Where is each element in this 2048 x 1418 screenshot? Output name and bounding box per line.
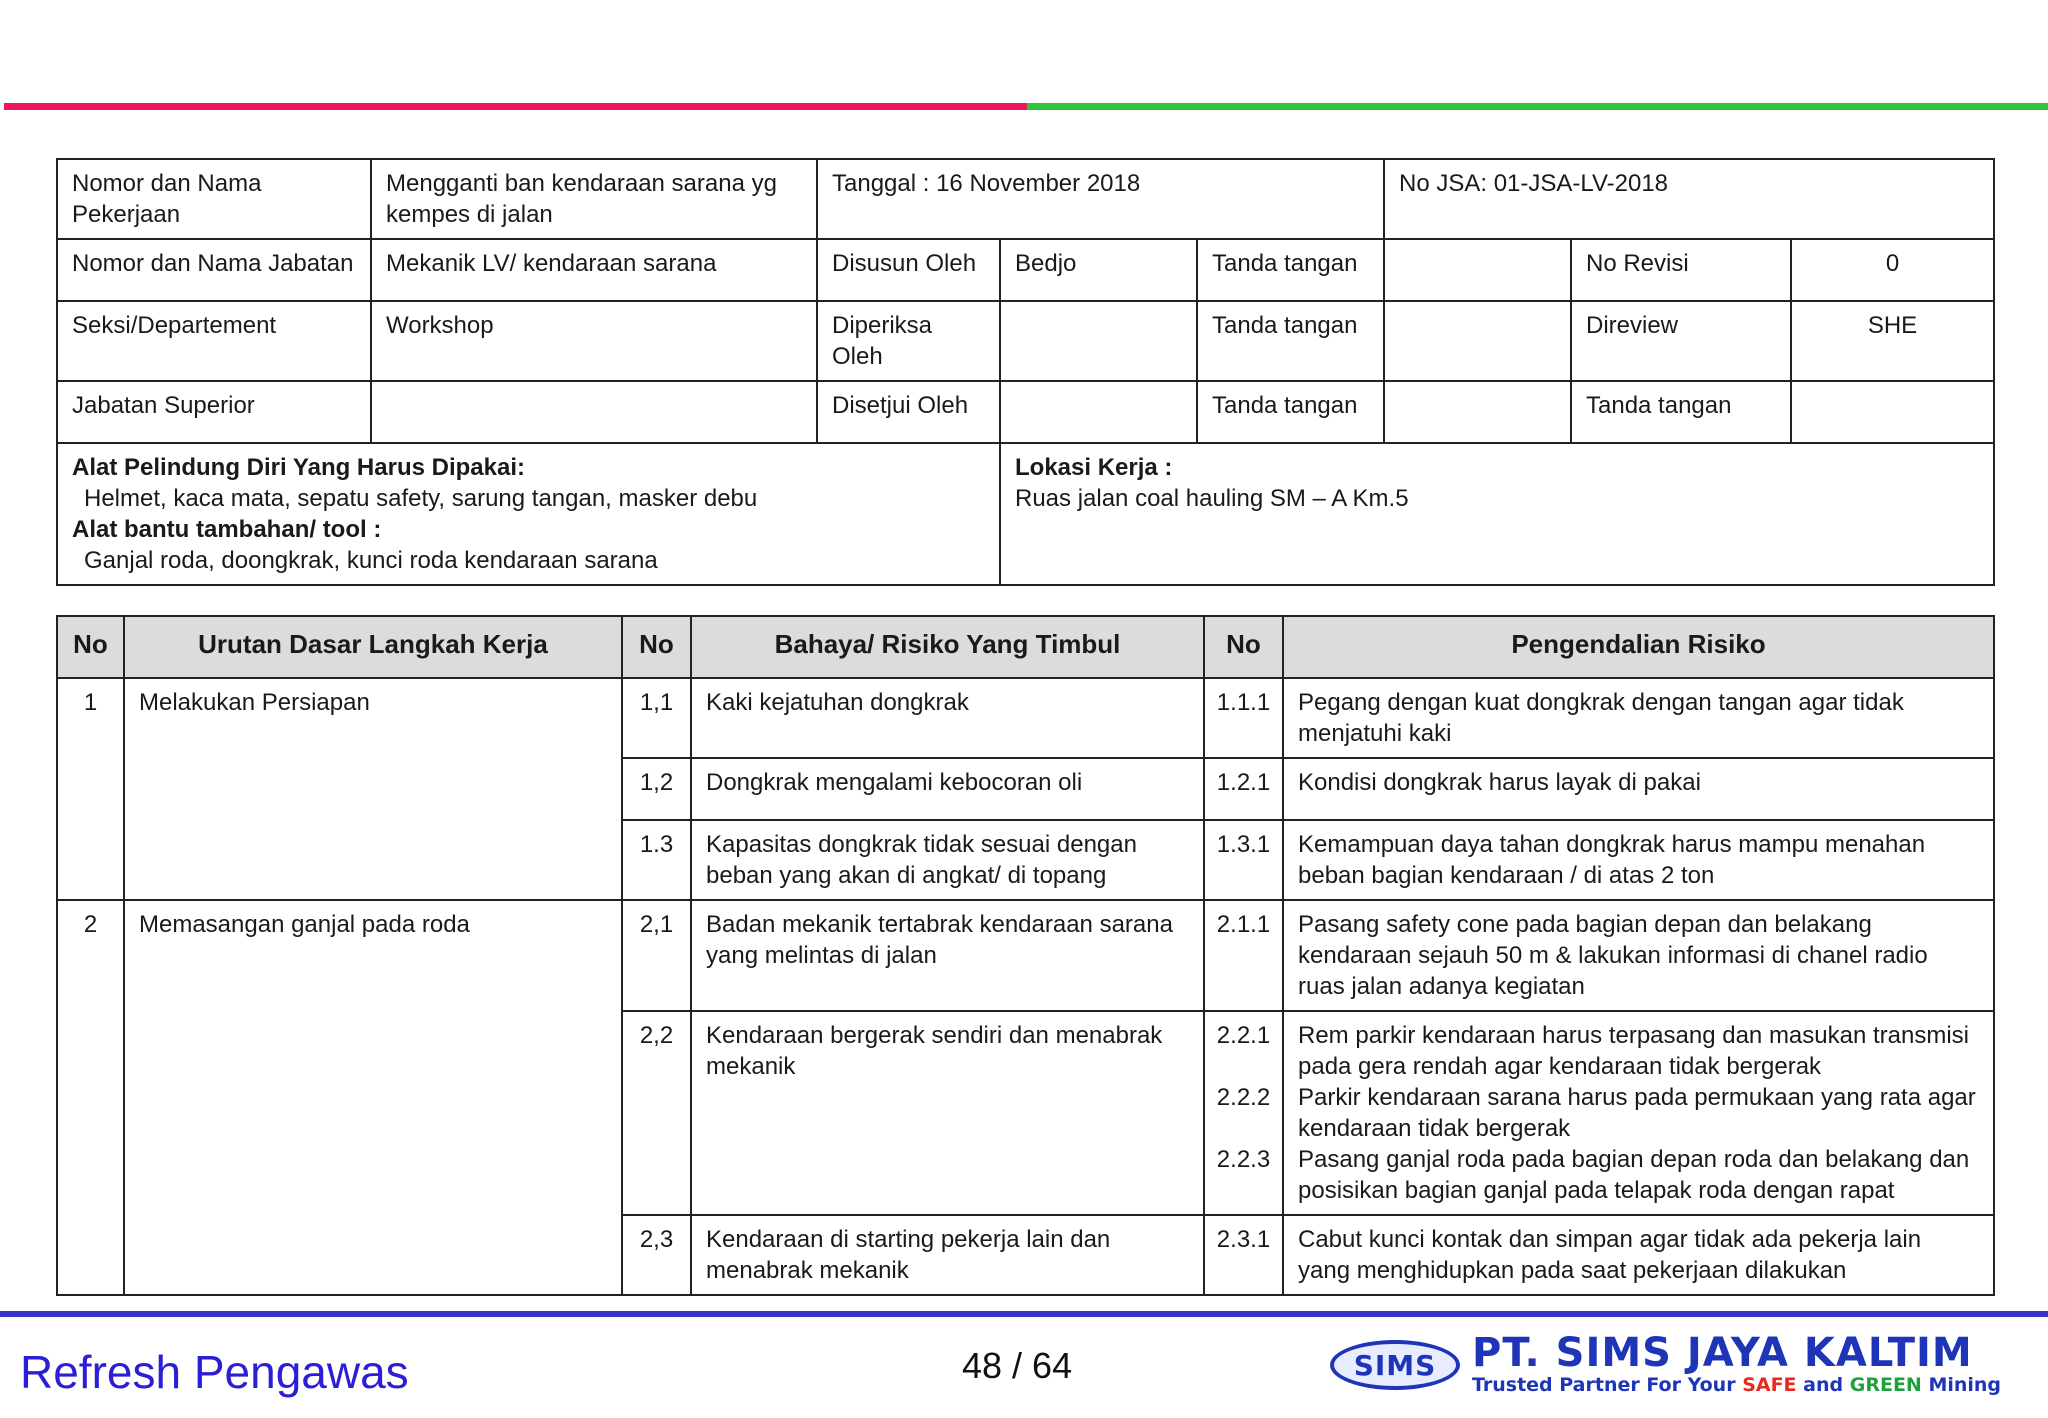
hazard-number: 1,1 <box>622 678 691 758</box>
location-value: Ruas jalan coal hauling SM – A Km.5 <box>1015 485 1409 512</box>
signature-label: Tanda tangan <box>1197 301 1384 381</box>
hazard-number: 1.3 <box>622 820 691 900</box>
step-number: 2 <box>57 900 124 1295</box>
section-label: Seksi/Departement <box>57 301 371 381</box>
checked-label: Diperiksa Oleh <box>817 301 1000 381</box>
steps-header-row <box>57 616 1994 678</box>
hazard-text: Dongkrak mengalami kebocoran oli <box>691 758 1204 820</box>
hazard-text: Kapasitas dongkrak tidak sesuai dengan beban yang akan di angkat/ di topang <box>691 820 1204 900</box>
table-row <box>57 900 1994 1011</box>
logo-tagline <box>1472 1374 2001 1396</box>
tagline-part: Mining <box>1921 1374 2002 1396</box>
logo-badge <box>1330 1340 1460 1390</box>
control-number: 1.1.1 <box>1204 678 1283 758</box>
info-row-job <box>57 159 1994 239</box>
header-step: Urutan Dasar Langkah Kerja <box>124 616 622 678</box>
info-row-position <box>57 239 1994 301</box>
bottom-accent-bar <box>0 1311 2048 1317</box>
tagline-part: Trusted Partner For Your <box>1472 1374 1743 1396</box>
header-hazard: Bahaya/ Risiko Yang Timbul <box>691 616 1204 678</box>
approved-label: Disetjui Oleh <box>817 381 1000 443</box>
control-text: Pasang ganjal roda pada bagian depan roda dan belakang dan posisikan bagian ganjal pada telapak roda dengan rapat <box>1298 1146 1970 1204</box>
reviewed-value: SHE <box>1791 301 1994 381</box>
company-logo <box>1330 1330 2020 1402</box>
signature-field <box>1384 239 1571 301</box>
page-number: 48 / 64 <box>962 1345 1073 1386</box>
ppe-cell <box>57 443 1000 585</box>
logo-company-name: PT. SIMS JAYA KALTIM <box>1472 1330 1973 1376</box>
control-number: 2.1.1 <box>1204 900 1283 1011</box>
signature-label: Tanda tangan <box>1197 381 1384 443</box>
control-text: Cabut kunci kontak dan simpan agar tidak ada pekerja lain yang menghidupkan pada saat pekerjaan dilakukan <box>1283 1215 1994 1295</box>
control-texts <box>1283 1011 1994 1215</box>
superior-value <box>371 381 817 443</box>
signature-field <box>1384 301 1571 381</box>
control-number: 1.3.1 <box>1204 820 1283 900</box>
location-label: Lokasi Kerja : <box>1015 454 1173 481</box>
location-cell <box>1000 443 1994 585</box>
jsa-steps-table <box>56 615 1995 1296</box>
hazard-text: Kendaraan di starting pekerja lain dan menabrak mekanik <box>691 1215 1204 1295</box>
hazard-text: Kendaraan bergerak sendiri dan menabrak mekanik <box>691 1011 1204 1215</box>
hazard-number: 1,2 <box>622 758 691 820</box>
signature-label: Tanda tangan <box>1571 381 1791 443</box>
control-number: 2.3.1 <box>1204 1215 1283 1295</box>
tagline-safe: SAFE <box>1742 1374 1797 1396</box>
top-accent-bar-red <box>4 103 1027 110</box>
hazard-text: Kaki kejatuhan dongkrak <box>691 678 1204 758</box>
hazard-number: 2,1 <box>622 900 691 1011</box>
control-number: 2.2.1 <box>1216 1022 1271 1049</box>
jsa-info-table <box>56 158 1995 586</box>
tagline-part: and <box>1796 1374 1850 1396</box>
step-number: 1 <box>57 678 124 900</box>
header-no: No <box>622 616 691 678</box>
date-field: Tanggal : 16 November 2018 <box>817 159 1384 239</box>
control-text: Kondisi dongkrak harus layak di pakai <box>1283 758 1994 820</box>
ppe-value: Helmet, kaca mata, sepatu safety, sarung tangan, masker debu <box>84 485 758 512</box>
control-number: 2.2.3 <box>1216 1146 1271 1173</box>
step-label: Memasangan ganjal pada roda <box>124 900 622 1295</box>
signature-field <box>1791 381 1994 443</box>
signature-label: Tanda tangan <box>1197 239 1384 301</box>
top-accent-bar-green <box>1027 103 2048 110</box>
checked-value <box>1000 301 1197 381</box>
position-label: Nomor dan Nama Jabatan <box>57 239 371 301</box>
control-text: Pasang safety cone pada bagian depan dan belakang kendaraan sejauh 50 m & lakukan informasi di chanel radio ruas jalan adanya kegiatan <box>1283 900 1994 1011</box>
control-text: Pegang dengan kuat dongkrak dengan tangan agar tidak menjatuhi kaki <box>1283 678 1994 758</box>
hazard-number: 2,3 <box>622 1215 691 1295</box>
info-row-superior <box>57 381 1994 443</box>
logo-badge-text: SIMS <box>1353 1348 1437 1382</box>
prepared-value: Bedjo <box>1000 239 1197 301</box>
tagline-green: GREEN <box>1849 1374 1922 1396</box>
control-number: 1.2.1 <box>1204 758 1283 820</box>
position-value: Mekanik LV/ kendaraan sarana <box>371 239 817 301</box>
control-text: Parkir kendaraan sarana harus pada permukaan yang rata agar kendaraan tidak bergerak <box>1298 1084 1976 1142</box>
header-no: No <box>1204 616 1283 678</box>
revision-value: 0 <box>1791 239 1994 301</box>
header-no: No <box>57 616 124 678</box>
section-value: Workshop <box>371 301 817 381</box>
table-row <box>57 678 1994 758</box>
hazard-text: Badan mekanik tertabrak kendaraan sarana yang melintas di jalan <box>691 900 1204 1011</box>
control-number: 2.2.2 <box>1216 1084 1271 1111</box>
superior-label: Jabatan Superior <box>57 381 371 443</box>
reviewed-label: Direview <box>1571 301 1791 381</box>
hazard-number: 2,2 <box>622 1011 691 1215</box>
step-label: Melakukan Persiapan <box>124 678 622 900</box>
info-row-ppe <box>57 443 1994 585</box>
control-text: Kemampuan daya tahan dongkrak harus mampu menahan beban bagian kendaraan / di atas 2 ton <box>1283 820 1994 900</box>
tool-value: Ganjal roda, doongkrak, kunci roda kendaraan sarana <box>84 547 658 574</box>
jsa-number: No JSA: 01-JSA-LV-2018 <box>1384 159 1994 239</box>
footer-title: Refresh Pengawas <box>20 1346 409 1398</box>
approved-value <box>1000 381 1197 443</box>
signature-field <box>1384 381 1571 443</box>
revision-label: No Revisi <box>1571 239 1791 301</box>
info-row-section <box>57 301 1994 381</box>
control-text: Rem parkir kendaraan harus terpasang dan masukan transmisi pada gera rendah agar kendaraan tidak bergerak <box>1298 1022 1970 1080</box>
job-value: Mengganti ban kendaraan sarana yg kempes di jalan <box>371 159 817 239</box>
ppe-label: Alat Pelindung Diri Yang Harus Dipakai: <box>72 454 525 481</box>
header-control: Pengendalian Risiko <box>1283 616 1994 678</box>
prepared-label: Disusun Oleh <box>817 239 1000 301</box>
job-label: Nomor dan Nama Pekerjaan <box>57 159 371 239</box>
tool-label: Alat bantu tambahan/ tool : <box>72 516 382 543</box>
control-numbers <box>1204 1011 1283 1215</box>
